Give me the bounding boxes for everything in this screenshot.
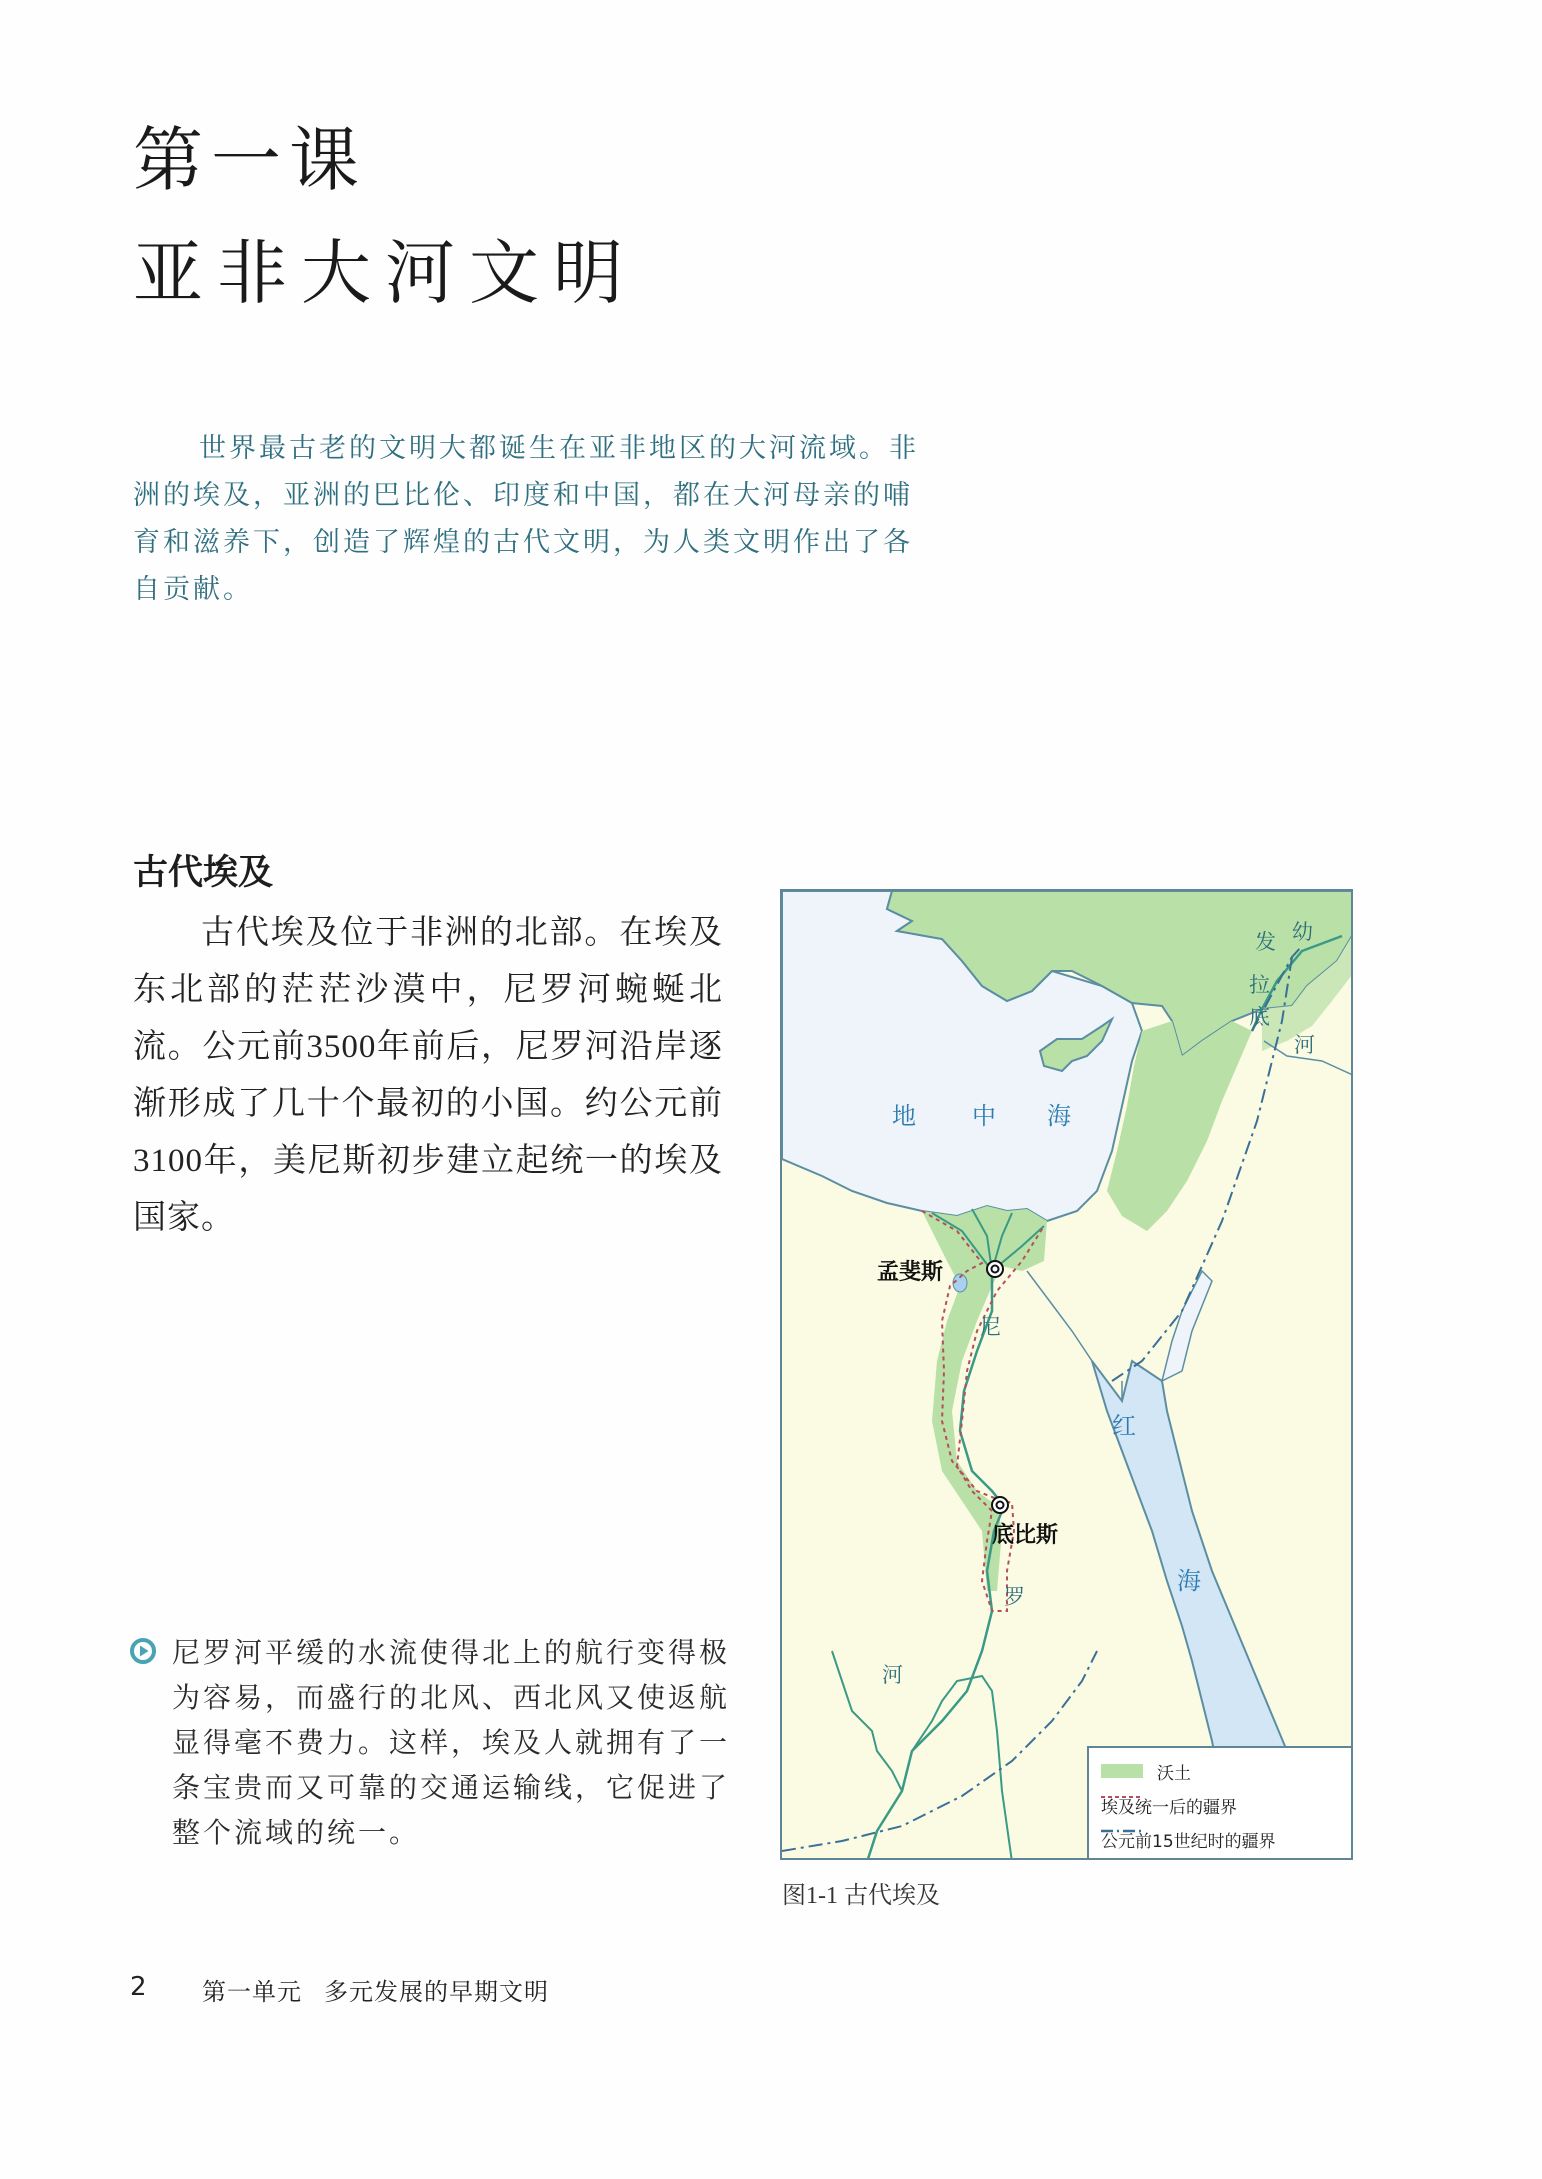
lesson-title: 亚非大河文明 bbox=[133, 232, 637, 314]
section-heading: 古代埃及 bbox=[133, 853, 274, 893]
map-label-euphrates: 幼 bbox=[1292, 920, 1313, 944]
unit-label: 第一单元 bbox=[202, 1978, 302, 2006]
fertile-swatch bbox=[1101, 1764, 1143, 1778]
sidebar-note bbox=[130, 1630, 730, 1883]
map-graphic bbox=[782, 891, 1353, 1860]
map-label-mediterranean: 中 bbox=[972, 1102, 996, 1130]
dotted-line-icon bbox=[1101, 1790, 1143, 1804]
unit-title: 多元发展的早期文明 bbox=[324, 1978, 549, 2006]
running-footer bbox=[202, 1972, 549, 2007]
map-label-mediterranean: 海 bbox=[1047, 1102, 1071, 1130]
note-text: 尼罗河平缓的水流使得北上的航行变得极为容易，而盛行的北风、西北风又使返航显得毫不费力。这样，埃及人就拥有了一条宝贵而又可靠的交通运输线，它促进了整个流域的统一。 bbox=[172, 1636, 731, 1849]
figure-caption: 图1-1 古代埃及 bbox=[782, 1883, 940, 1909]
legend-item-fertile bbox=[1101, 1756, 1191, 1786]
map-ancient-egypt bbox=[780, 889, 1353, 1860]
legend-label: 埃及统一后的疆界 bbox=[1101, 1797, 1237, 1818]
map-label-euphrates: 发 bbox=[1255, 930, 1276, 954]
legend-item-unified-border bbox=[1101, 1790, 1237, 1820]
map-label-mediterranean: 地 bbox=[892, 1102, 916, 1130]
map-legend bbox=[1087, 1746, 1353, 1860]
section-body: 古代埃及位于非洲的北部。在埃及东北部的茫茫沙漠中，尼罗河蜿蜒北流。公元前3500年前后，尼罗河沿岸逐渐形成了几十个最初的小国。约公元前3100年，美尼斯初步建立起统一的埃及国家。 bbox=[133, 915, 723, 1236]
dash-dot-line-icon bbox=[1101, 1824, 1143, 1838]
map-label-thebes: 底比斯 bbox=[992, 1523, 1059, 1548]
map-label-euphrates: 底 bbox=[1249, 1005, 1270, 1029]
legend-label: 沃土 bbox=[1157, 1763, 1191, 1784]
map-label-red-sea: 海 bbox=[1177, 1567, 1201, 1595]
map-label-nile: 河 bbox=[882, 1663, 903, 1687]
legend-label: 公元前15世纪时的疆界 bbox=[1101, 1831, 1276, 1852]
page-number: 2 bbox=[130, 1972, 147, 2002]
map-label-nile: 尼 bbox=[980, 1315, 1001, 1339]
map-label-nile: 罗 bbox=[1004, 1585, 1025, 1609]
map-label-euphrates: 河 bbox=[1294, 1033, 1315, 1057]
legend-item-15th-century-border bbox=[1101, 1824, 1276, 1854]
map-label-red-sea: 红 bbox=[1112, 1412, 1136, 1440]
map-label-euphrates: 拉 bbox=[1249, 973, 1270, 997]
intro-paragraph: 世界最古老的文明大都诞生在亚非地区的大河流域。非洲的埃及，亚洲的巴比伦、印度和中国，都在大河母亲的哺育和滋养下，创造了辉煌的古代文明，为人类文明作出了各自贡献。 bbox=[133, 433, 919, 605]
map-label-memphis: 孟斐斯 bbox=[877, 1260, 944, 1285]
play-circle-icon bbox=[130, 1638, 156, 1664]
lesson-number: 第一课 bbox=[133, 119, 367, 201]
